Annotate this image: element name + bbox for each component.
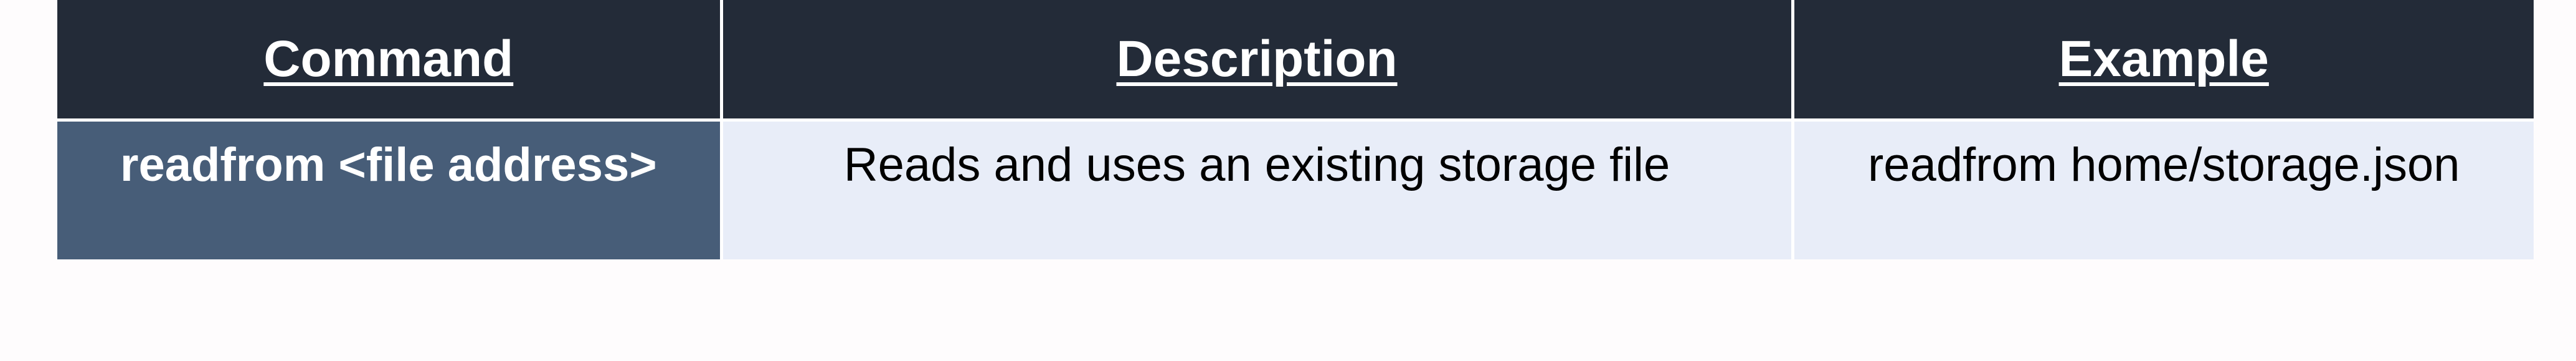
description-cell: Reads and uses an existing storage file [721,120,1792,260]
header-example-label: Example [2058,31,2269,87]
command-table [57,0,2534,259]
header-description-label: Description [1116,31,1398,87]
table-row [57,120,2534,260]
example-cell: readfrom home/storage.json [1792,120,2534,260]
header-row [57,0,2534,120]
command-cell: readfrom <file address> [57,120,721,260]
table-header [57,0,2534,120]
table-body [57,120,2534,260]
header-command-label: Command [263,31,514,87]
header-command [57,0,721,120]
header-description [721,0,1792,120]
header-example [1792,0,2534,120]
